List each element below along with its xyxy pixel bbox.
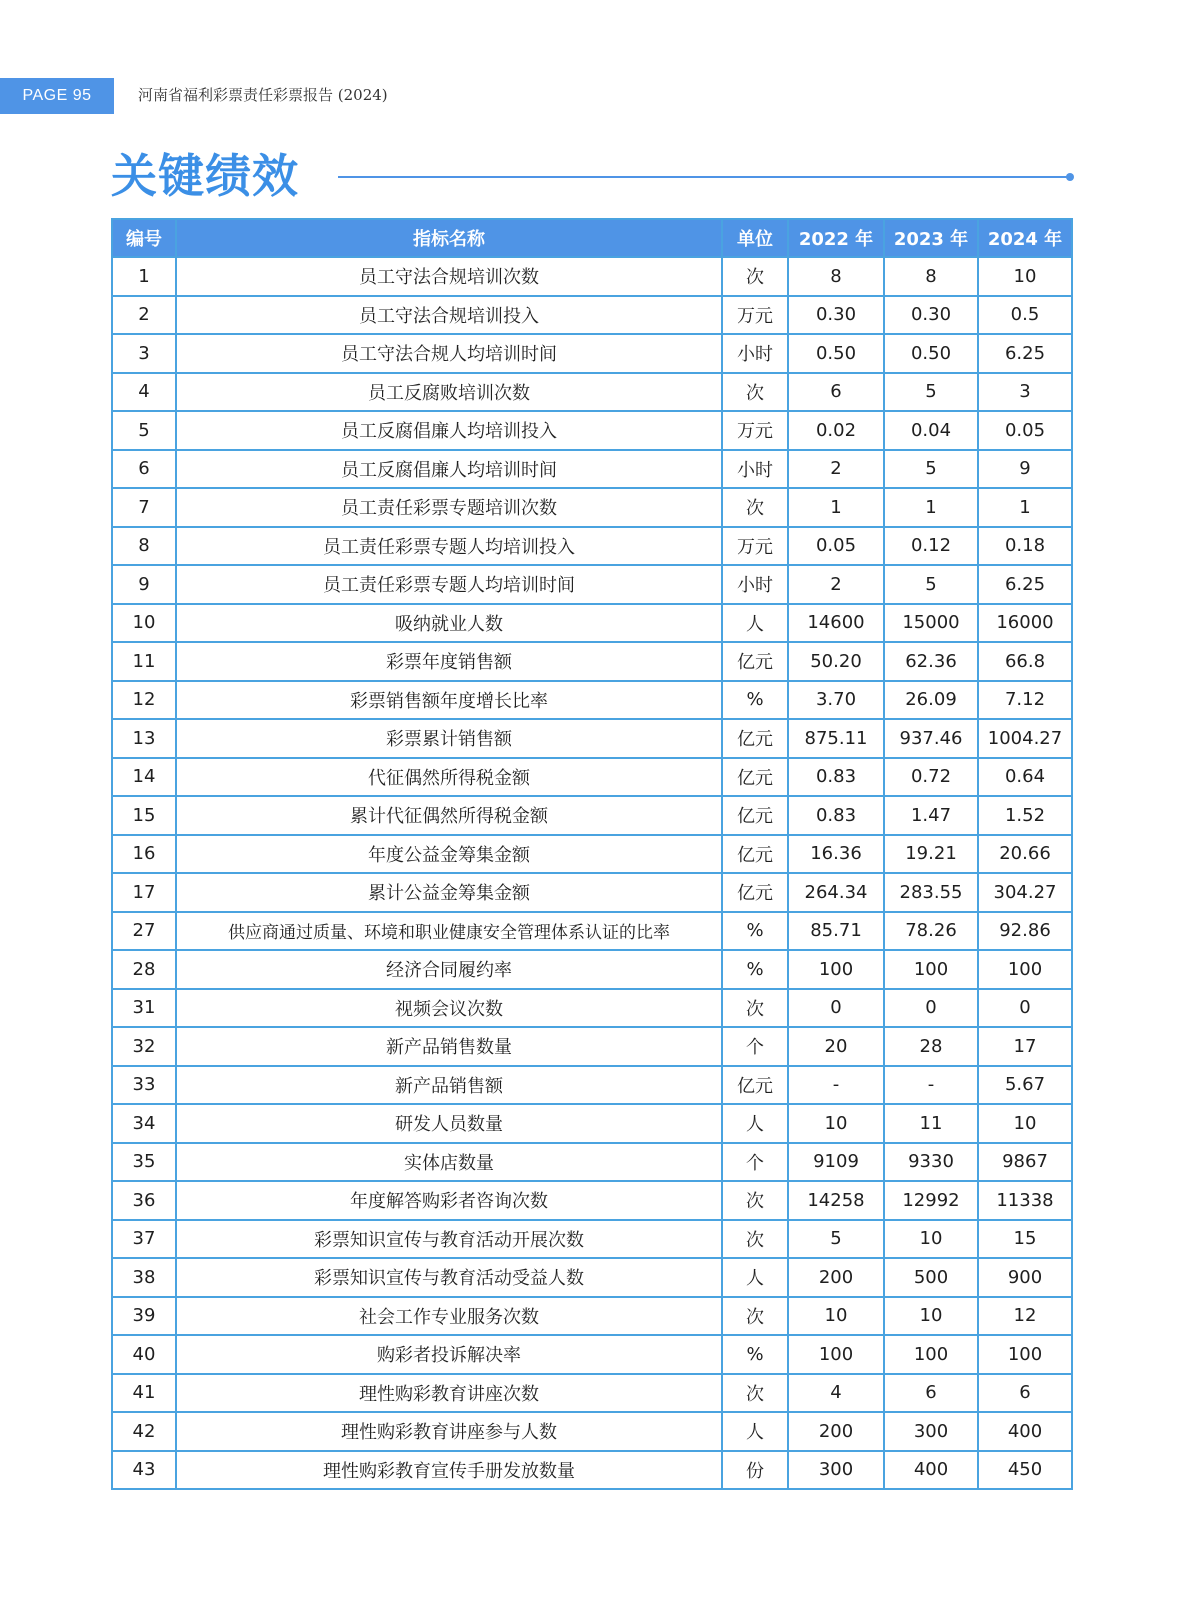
cell-number: 15 <box>112 796 176 835</box>
cell-unit: % <box>722 1335 788 1374</box>
table-row <box>112 950 1072 989</box>
cell-2022: 10 <box>788 1297 884 1336</box>
table-row <box>112 1258 1072 1297</box>
cell-indicator-name: 经济合同履约率 <box>176 950 722 989</box>
cell-2023: 500 <box>884 1258 978 1297</box>
cell-unit: 次 <box>722 1297 788 1336</box>
cell-unit: 次 <box>722 1220 788 1259</box>
cell-number: 41 <box>112 1374 176 1413</box>
cell-unit: 亿元 <box>722 796 788 835</box>
cell-2023: 28 <box>884 1027 978 1066</box>
cell-2023: 400 <box>884 1451 978 1490</box>
cell-number: 37 <box>112 1220 176 1259</box>
cell-2024: 10 <box>978 257 1072 296</box>
section-title: 关键绩效 <box>111 149 299 203</box>
cell-number: 6 <box>112 450 176 489</box>
cell-unit: 万元 <box>722 527 788 566</box>
cell-number: 7 <box>112 488 176 527</box>
cell-2024: 100 <box>978 950 1072 989</box>
cell-2024: 0 <box>978 989 1072 1028</box>
cell-number: 1 <box>112 257 176 296</box>
table-row <box>112 488 1072 527</box>
cell-number: 28 <box>112 950 176 989</box>
cell-2023: 62.36 <box>884 642 978 681</box>
table-row <box>112 1220 1072 1259</box>
cell-2023: 11 <box>884 1104 978 1143</box>
cell-unit: 小时 <box>722 565 788 604</box>
cell-unit: 亿元 <box>722 642 788 681</box>
column-header-indicator-name: 指标名称 <box>176 219 722 257</box>
cell-number: 14 <box>112 758 176 797</box>
cell-2024: 7.12 <box>978 681 1072 720</box>
column-header-2022: 2022 年 <box>788 219 884 257</box>
cell-2022: 0.05 <box>788 527 884 566</box>
cell-2023: 10 <box>884 1297 978 1336</box>
cell-indicator-name: 代征偶然所得税金额 <box>176 758 722 797</box>
cell-number: 16 <box>112 835 176 874</box>
cell-number: 12 <box>112 681 176 720</box>
cell-indicator-name: 购彩者投诉解决率 <box>176 1335 722 1374</box>
cell-number: 17 <box>112 873 176 912</box>
cell-2023: 12992 <box>884 1181 978 1220</box>
cell-unit: 亿元 <box>722 1066 788 1105</box>
cell-2022: 5 <box>788 1220 884 1259</box>
cell-2023: 937.46 <box>884 719 978 758</box>
cell-2024: 11338 <box>978 1181 1072 1220</box>
cell-indicator-name: 彩票销售额年度增长比率 <box>176 681 722 720</box>
table-row <box>112 1027 1072 1066</box>
table-row <box>112 604 1072 643</box>
cell-2024: 9 <box>978 450 1072 489</box>
table-row <box>112 450 1072 489</box>
cell-unit: 份 <box>722 1451 788 1490</box>
cell-unit: 亿元 <box>722 758 788 797</box>
cell-number: 34 <box>112 1104 176 1143</box>
cell-2024: 20.66 <box>978 835 1072 874</box>
cell-2022: 2 <box>788 565 884 604</box>
cell-indicator-name: 新产品销售数量 <box>176 1027 722 1066</box>
table-row <box>112 1335 1072 1374</box>
cell-unit: 次 <box>722 1181 788 1220</box>
cell-unit: 亿元 <box>722 719 788 758</box>
table-row <box>112 411 1072 450</box>
cell-indicator-name: 实体店数量 <box>176 1143 722 1182</box>
column-header-unit: 单位 <box>722 219 788 257</box>
cell-2023: 19.21 <box>884 835 978 874</box>
cell-indicator-name: 年度公益金筹集金额 <box>176 835 722 874</box>
cell-number: 38 <box>112 1258 176 1297</box>
cell-2024: 9867 <box>978 1143 1072 1182</box>
cell-unit: 次 <box>722 488 788 527</box>
cell-indicator-name: 员工反腐倡廉人均培训时间 <box>176 450 722 489</box>
cell-number: 11 <box>112 642 176 681</box>
cell-2023: 5 <box>884 450 978 489</box>
table-row <box>112 719 1072 758</box>
cell-2022: 85.71 <box>788 912 884 951</box>
cell-indicator-name: 视频会议次数 <box>176 989 722 1028</box>
cell-2022: 0.30 <box>788 296 884 335</box>
cell-number: 9 <box>112 565 176 604</box>
cell-indicator-name: 新产品销售额 <box>176 1066 722 1105</box>
cell-2024: 6.25 <box>978 334 1072 373</box>
cell-2024: 0.64 <box>978 758 1072 797</box>
table-row <box>112 835 1072 874</box>
cell-indicator-name: 累计代征偶然所得税金额 <box>176 796 722 835</box>
cell-2024: 0.18 <box>978 527 1072 566</box>
cell-unit: 万元 <box>722 411 788 450</box>
cell-2023: 0.30 <box>884 296 978 335</box>
cell-unit: 次 <box>722 257 788 296</box>
cell-number: 5 <box>112 411 176 450</box>
cell-number: 39 <box>112 1297 176 1336</box>
cell-2023: 0.04 <box>884 411 978 450</box>
table-row <box>112 1451 1072 1490</box>
cell-unit: 个 <box>722 1027 788 1066</box>
cell-number: 40 <box>112 1335 176 1374</box>
table-row <box>112 642 1072 681</box>
cell-unit: % <box>722 681 788 720</box>
cell-number: 43 <box>112 1451 176 1490</box>
table-row <box>112 1066 1072 1105</box>
table-row <box>112 758 1072 797</box>
cell-2022: 14600 <box>788 604 884 643</box>
cell-2024: 17 <box>978 1027 1072 1066</box>
cell-indicator-name: 供应商通过质量、环境和职业健康安全管理体系认证的比率 <box>176 912 722 951</box>
cell-indicator-name: 员工责任彩票专题培训次数 <box>176 488 722 527</box>
cell-unit: % <box>722 950 788 989</box>
cell-2022: 100 <box>788 1335 884 1374</box>
cell-2022: 200 <box>788 1412 884 1451</box>
cell-2022: 8 <box>788 257 884 296</box>
cell-2023: 1 <box>884 488 978 527</box>
cell-2023: - <box>884 1066 978 1105</box>
cell-2022: 0.02 <box>788 411 884 450</box>
cell-2022: 50.20 <box>788 642 884 681</box>
cell-2022: 0.50 <box>788 334 884 373</box>
cell-2024: 0.5 <box>978 296 1072 335</box>
table-row <box>112 912 1072 951</box>
cell-indicator-name: 员工守法合规人均培训时间 <box>176 334 722 373</box>
page-number-tab: PAGE 95 <box>0 78 114 114</box>
cell-2022: - <box>788 1066 884 1105</box>
table-row <box>112 565 1072 604</box>
cell-unit: 小时 <box>722 450 788 489</box>
cell-indicator-name: 年度解答购彩者咨询次数 <box>176 1181 722 1220</box>
cell-indicator-name: 员工守法合规培训投入 <box>176 296 722 335</box>
cell-2022: 100 <box>788 950 884 989</box>
cell-2022: 0 <box>788 989 884 1028</box>
cell-unit: % <box>722 912 788 951</box>
cell-2022: 14258 <box>788 1181 884 1220</box>
cell-2023: 78.26 <box>884 912 978 951</box>
table-row <box>112 334 1072 373</box>
cell-2024: 1004.27 <box>978 719 1072 758</box>
cell-2024: 450 <box>978 1451 1072 1490</box>
table-row <box>112 873 1072 912</box>
cell-2024: 304.27 <box>978 873 1072 912</box>
cell-number: 8 <box>112 527 176 566</box>
cell-2024: 12 <box>978 1297 1072 1336</box>
table-row <box>112 1374 1072 1413</box>
cell-unit: 人 <box>722 1258 788 1297</box>
cell-2023: 100 <box>884 950 978 989</box>
cell-2022: 3.70 <box>788 681 884 720</box>
cell-2024: 3 <box>978 373 1072 412</box>
report-title: 河南省福利彩票责任彩票报告 (2024) <box>138 86 388 104</box>
cell-2022: 264.34 <box>788 873 884 912</box>
cell-2023: 300 <box>884 1412 978 1451</box>
cell-unit: 个 <box>722 1143 788 1182</box>
cell-number: 2 <box>112 296 176 335</box>
cell-2024: 16000 <box>978 604 1072 643</box>
cell-unit: 亿元 <box>722 873 788 912</box>
table-row <box>112 257 1072 296</box>
cell-unit: 次 <box>722 989 788 1028</box>
table-row <box>112 1297 1072 1336</box>
cell-2023: 9330 <box>884 1143 978 1182</box>
cell-2023: 10 <box>884 1220 978 1259</box>
cell-indicator-name: 理性购彩教育宣传手册发放数量 <box>176 1451 722 1490</box>
cell-2024: 100 <box>978 1335 1072 1374</box>
cell-2023: 5 <box>884 565 978 604</box>
cell-indicator-name: 员工责任彩票专题人均培训投入 <box>176 527 722 566</box>
table-row <box>112 1181 1072 1220</box>
cell-2023: 0 <box>884 989 978 1028</box>
cell-number: 10 <box>112 604 176 643</box>
key-performance-table <box>111 218 1073 1490</box>
table-row <box>112 1104 1072 1143</box>
cell-2024: 0.05 <box>978 411 1072 450</box>
cell-2024: 400 <box>978 1412 1072 1451</box>
cell-indicator-name: 理性购彩教育讲座参与人数 <box>176 1412 722 1451</box>
cell-number: 36 <box>112 1181 176 1220</box>
cell-2023: 5 <box>884 373 978 412</box>
cell-2024: 15 <box>978 1220 1072 1259</box>
cell-2024: 10 <box>978 1104 1072 1143</box>
cell-number: 27 <box>112 912 176 951</box>
cell-number: 32 <box>112 1027 176 1066</box>
cell-indicator-name: 彩票知识宣传与教育活动开展次数 <box>176 1220 722 1259</box>
cell-2022: 200 <box>788 1258 884 1297</box>
cell-2024: 1.52 <box>978 796 1072 835</box>
cell-2024: 1 <box>978 488 1072 527</box>
cell-indicator-name: 理性购彩教育讲座次数 <box>176 1374 722 1413</box>
cell-2024: 5.67 <box>978 1066 1072 1105</box>
cell-2023: 15000 <box>884 604 978 643</box>
cell-2023: 0.72 <box>884 758 978 797</box>
cell-2024: 92.86 <box>978 912 1072 951</box>
table-row <box>112 527 1072 566</box>
table-row <box>112 373 1072 412</box>
cell-indicator-name: 彩票知识宣传与教育活动受益人数 <box>176 1258 722 1297</box>
cell-2024: 900 <box>978 1258 1072 1297</box>
cell-2023: 0.12 <box>884 527 978 566</box>
cell-indicator-name: 累计公益金筹集金额 <box>176 873 722 912</box>
cell-2024: 6 <box>978 1374 1072 1413</box>
cell-2024: 66.8 <box>978 642 1072 681</box>
column-header-2023: 2023 年 <box>884 219 978 257</box>
cell-number: 35 <box>112 1143 176 1182</box>
cell-unit: 亿元 <box>722 835 788 874</box>
cell-unit: 小时 <box>722 334 788 373</box>
table-row <box>112 796 1072 835</box>
table-header-row <box>112 219 1072 257</box>
cell-2022: 9109 <box>788 1143 884 1182</box>
cell-2022: 1 <box>788 488 884 527</box>
cell-unit: 人 <box>722 1104 788 1143</box>
column-header-2024: 2024 年 <box>978 219 1072 257</box>
cell-indicator-name: 员工责任彩票专题人均培训时间 <box>176 565 722 604</box>
cell-2022: 10 <box>788 1104 884 1143</box>
table-row <box>112 989 1072 1028</box>
cell-indicator-name: 彩票年度销售额 <box>176 642 722 681</box>
table-row <box>112 1143 1072 1182</box>
cell-indicator-name: 社会工作专业服务次数 <box>176 1297 722 1336</box>
title-divider-dot <box>1066 173 1074 181</box>
cell-2022: 20 <box>788 1027 884 1066</box>
cell-unit: 万元 <box>722 296 788 335</box>
cell-number: 31 <box>112 989 176 1028</box>
cell-2022: 6 <box>788 373 884 412</box>
cell-number: 33 <box>112 1066 176 1105</box>
cell-2023: 8 <box>884 257 978 296</box>
column-header-number: 编号 <box>112 219 176 257</box>
table-row <box>112 1412 1072 1451</box>
cell-2023: 6 <box>884 1374 978 1413</box>
cell-number: 42 <box>112 1412 176 1451</box>
cell-2023: 283.55 <box>884 873 978 912</box>
cell-2023: 1.47 <box>884 796 978 835</box>
cell-indicator-name: 彩票累计销售额 <box>176 719 722 758</box>
cell-2024: 6.25 <box>978 565 1072 604</box>
cell-number: 13 <box>112 719 176 758</box>
title-divider-line <box>338 176 1069 178</box>
cell-number: 3 <box>112 334 176 373</box>
cell-2023: 100 <box>884 1335 978 1374</box>
table-row <box>112 681 1072 720</box>
cell-2022: 0.83 <box>788 796 884 835</box>
cell-unit: 次 <box>722 1374 788 1413</box>
cell-number: 4 <box>112 373 176 412</box>
cell-2022: 300 <box>788 1451 884 1490</box>
cell-2022: 0.83 <box>788 758 884 797</box>
cell-2022: 2 <box>788 450 884 489</box>
table-body <box>112 257 1072 1489</box>
cell-unit: 次 <box>722 373 788 412</box>
cell-unit: 人 <box>722 1412 788 1451</box>
cell-2022: 4 <box>788 1374 884 1413</box>
cell-indicator-name: 员工反腐败培训次数 <box>176 373 722 412</box>
cell-2023: 0.50 <box>884 334 978 373</box>
cell-2023: 26.09 <box>884 681 978 720</box>
cell-unit: 人 <box>722 604 788 643</box>
cell-2022: 16.36 <box>788 835 884 874</box>
cell-indicator-name: 吸纳就业人数 <box>176 604 722 643</box>
cell-indicator-name: 员工守法合规培训次数 <box>176 257 722 296</box>
table-row <box>112 296 1072 335</box>
cell-indicator-name: 员工反腐倡廉人均培训投入 <box>176 411 722 450</box>
cell-indicator-name: 研发人员数量 <box>176 1104 722 1143</box>
cell-2022: 875.11 <box>788 719 884 758</box>
